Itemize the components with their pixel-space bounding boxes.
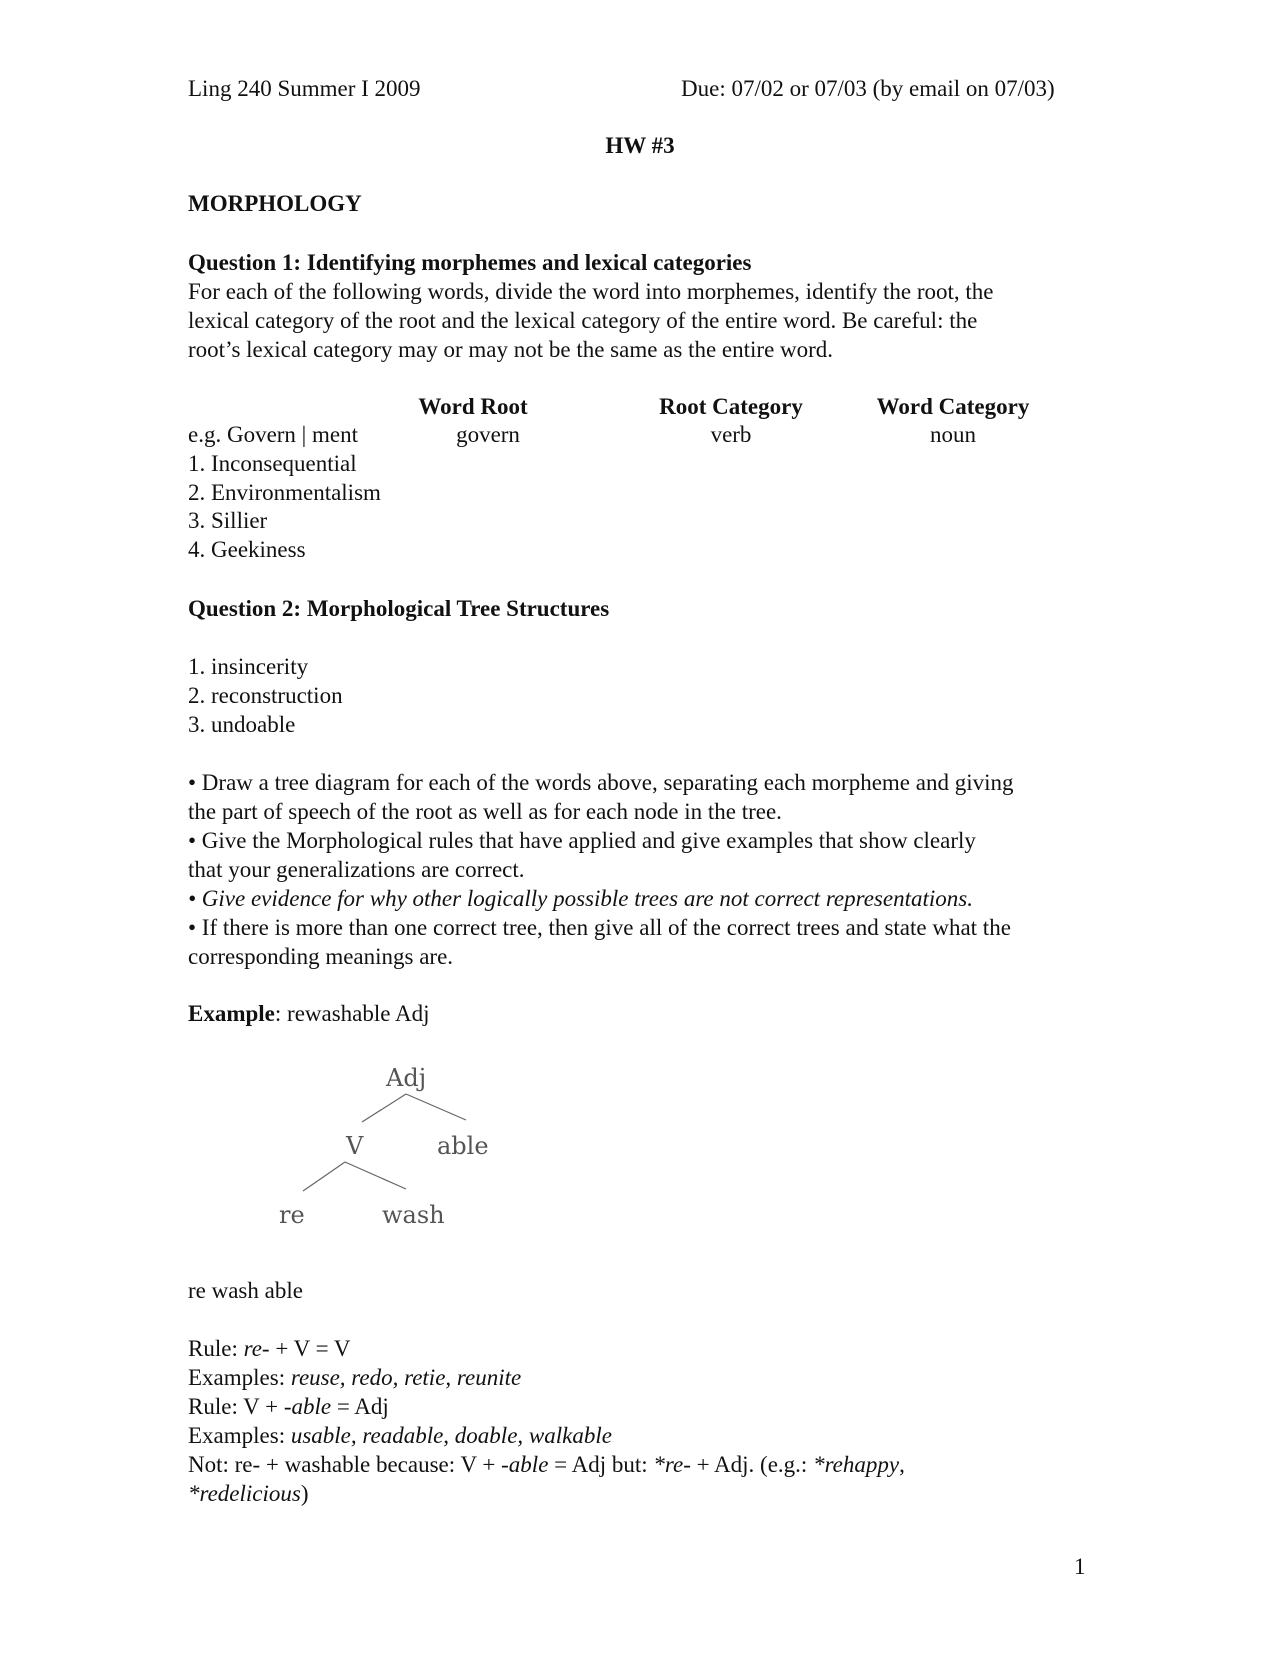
page-number: 1	[1074, 1554, 1086, 1579]
tree-node-wash: wash	[382, 1201, 445, 1229]
q2-word-item: 2. reconstruction	[188, 683, 343, 708]
rule-2	[188, 1392, 389, 1421]
rule-label: Rule:	[188, 1336, 244, 1361]
header-word-category: Word Category	[876, 394, 1030, 419]
page-title: HW #3	[605, 133, 675, 158]
segmentation: re wash able	[188, 1278, 303, 1303]
examples-words: reuse, redo, retie, reunite	[290, 1365, 522, 1390]
tree-node-able: able	[437, 1132, 489, 1160]
not-text: )	[300, 1481, 309, 1506]
branch-adj-able	[406, 1094, 466, 1120]
example-word-category: noun	[930, 422, 976, 447]
q1-instruction-line: root’s lexical category may or may not be the same as the entire word.	[188, 337, 834, 362]
not-text: + Adj. (e.g.:	[690, 1452, 814, 1477]
example-word: e.g. Govern | ment	[188, 422, 359, 447]
tree-node-re: re	[279, 1201, 305, 1229]
q1-word-item: 4. Geekiness	[188, 537, 306, 562]
not-morpheme: -able	[501, 1452, 549, 1477]
not-line	[188, 1450, 905, 1479]
q1-word-item: 3. Sillier	[188, 508, 268, 533]
example-text: : rewashable Adj	[274, 1001, 430, 1026]
rule-morpheme: re-	[243, 1336, 270, 1361]
examples-2	[188, 1421, 612, 1450]
q1-instruction-line: For each of the following words, divide the word into morphemes, identify the root, the	[188, 279, 994, 304]
branch-v-re	[303, 1162, 345, 1191]
q2-bullet-line: corresponding meanings are.	[188, 944, 454, 969]
not-example: *rehappy	[813, 1452, 900, 1477]
example-root-category: verb	[710, 422, 752, 447]
rule-label: Rule: V +	[188, 1394, 284, 1419]
q1-word-item: 2. Environmentalism	[188, 480, 381, 505]
tree-node-adj: Adj	[386, 1064, 427, 1092]
q2-word-item: 1. insincerity	[188, 654, 309, 679]
examples-label: Examples:	[188, 1365, 291, 1390]
rule-rest: = Adj	[331, 1394, 389, 1419]
q2-bullet-line: • Give the Morphological rules that have applied and give examples that show clearly	[188, 828, 976, 853]
question-1-heading: Question 1: Identifying morphemes and lexical categories	[188, 250, 752, 275]
question-2-heading: Question 2: Morphological Tree Structures	[188, 596, 610, 621]
q2-bullet-line: • If there is more than one correct tree, then give all of the correct trees and state what the	[188, 915, 1011, 940]
q2-word-item: 3. undoable	[188, 712, 296, 737]
due-date: Due: 07/02 or 07/03 (by email on 07/03)	[681, 76, 1055, 101]
q1-instruction-line: lexical category of the root and the lexical category of the entire word. Be careful: the	[188, 308, 978, 333]
course-header: Ling 240 Summer I 2009	[188, 76, 421, 101]
tree-node-v: V	[346, 1132, 364, 1160]
q2-bullet-line: • Draw a tree diagram for each of the words above, separating each morpheme and giving	[188, 770, 1014, 795]
section-title: MORPHOLOGY	[188, 191, 362, 216]
q2-bullet-line: the part of speech of the root as well as for each node in the tree.	[188, 799, 782, 824]
header-word-root: Word Root	[418, 394, 528, 419]
examples-words: usable, readable, doable, walkable	[290, 1423, 612, 1448]
branch-adj-v	[362, 1094, 406, 1122]
not-text: = Adj but:	[548, 1452, 654, 1477]
q2-bullet-line: that your generalizations are correct.	[188, 857, 525, 882]
header-root-category: Root Category	[659, 394, 803, 419]
not-text: ,	[899, 1452, 905, 1477]
not-text: Not: re- + washable because: V +	[188, 1452, 502, 1477]
example-label: Example	[188, 1001, 275, 1026]
rule-morpheme: -able	[283, 1394, 332, 1419]
examples-label: Examples:	[188, 1423, 291, 1448]
example-root: govern	[456, 422, 520, 447]
not-example: *redelicious	[188, 1481, 301, 1506]
q2-bullet-line: • Give evidence for why other logically possible trees are not correct representations.	[188, 886, 973, 911]
examples-1	[188, 1363, 521, 1392]
branch-v-wash	[345, 1162, 406, 1189]
q1-word-item: 1. Inconsequential	[188, 451, 357, 476]
rule-rest: + V = V	[269, 1336, 351, 1361]
rule-1	[188, 1334, 350, 1363]
not-morpheme: *re-	[653, 1452, 691, 1477]
not-line-cont	[188, 1479, 309, 1508]
